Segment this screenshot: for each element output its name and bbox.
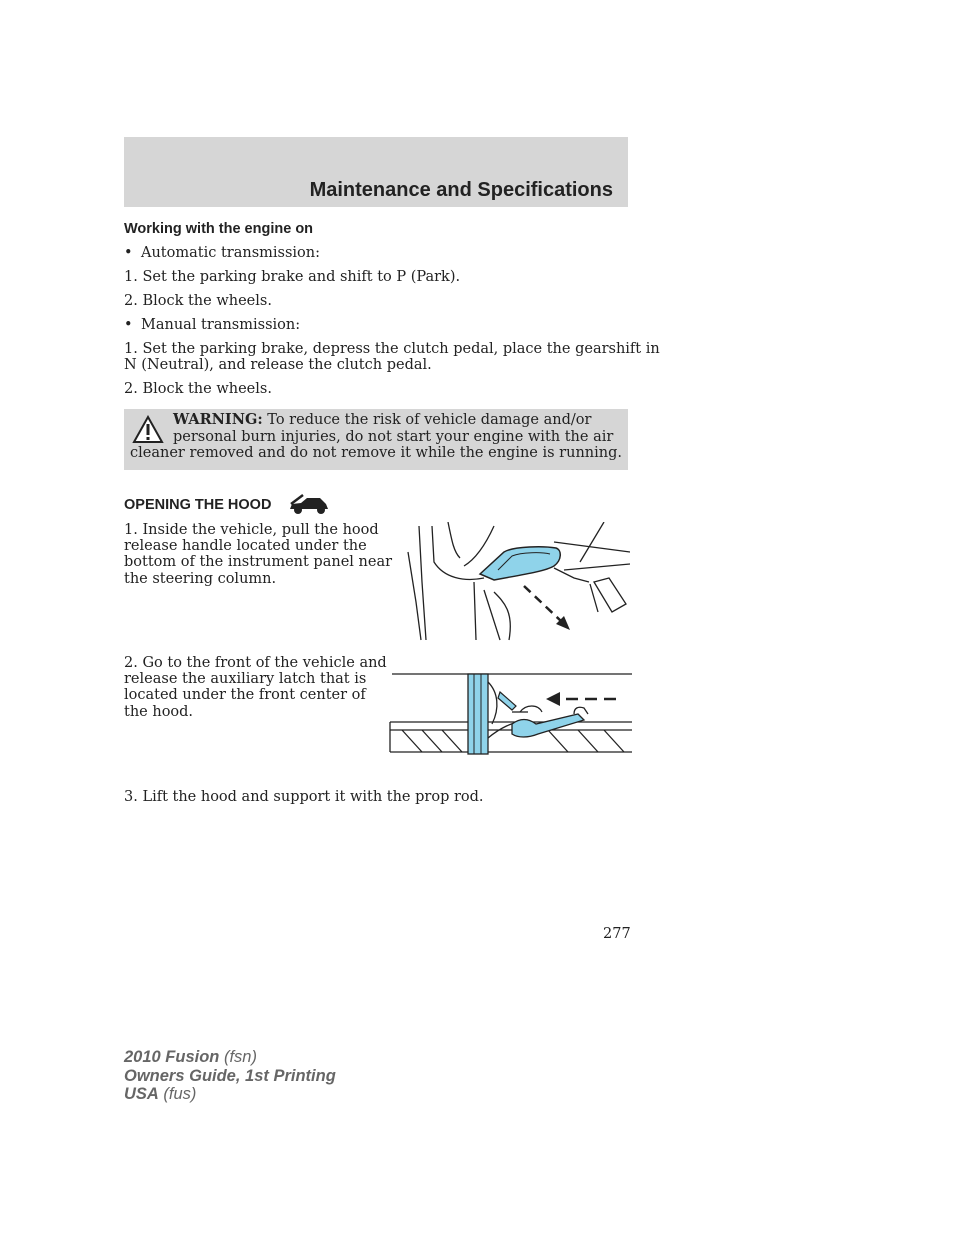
- step-1-line: the steering column.: [124, 571, 277, 587]
- list-item: N (Neutral), and release the clutch pedal.: [124, 357, 432, 373]
- warning-line-2: personal burn injuries, do not start your engine with the air: [173, 428, 614, 445]
- engine-on-heading: Working with the engine on: [124, 221, 314, 237]
- footer-market: USA: [124, 1085, 159, 1103]
- warning-line-1: To reduce the risk of vehicle damage and/or: [267, 412, 592, 428]
- footer-model-code: (fsn): [219, 1048, 257, 1066]
- step-2-line: located under the front center of: [124, 687, 366, 703]
- step-1-line: 1. Inside the vehicle, pull the hood: [124, 522, 379, 538]
- list-item: 2. Block the wheels.: [124, 381, 272, 397]
- warning-line-3: cleaner removed and do not remove it while the engine is running.: [130, 445, 622, 461]
- list-item: 1. Set the parking brake and shift to P (Park).: [124, 269, 461, 285]
- hood-release-handle-illustration: [404, 522, 630, 642]
- footer-market-code: (fus): [158, 1085, 197, 1103]
- step-2-line: release the auxiliary latch that is: [124, 671, 367, 687]
- warning-text: [130, 412, 622, 462]
- list-item: 2. Block the wheels.: [124, 293, 272, 309]
- page-number: 277: [603, 926, 631, 942]
- footer-model: 2010 Fusion: [124, 1048, 220, 1066]
- opening-hood-heading: OPENING THE HOOD: [124, 497, 272, 513]
- step-2-line: 2. Go to the front of the vehicle and: [124, 655, 387, 671]
- section-header-band: [124, 137, 628, 207]
- step-2-line: the hood.: [124, 704, 194, 720]
- list-item: 1. Set the parking brake, depress the clutch pedal, place the gearshift in: [124, 341, 660, 357]
- list-item: • Automatic transmission:: [124, 245, 320, 262]
- step-1-line: release handle located under the: [124, 538, 367, 554]
- step-1-line: bottom of the instrument panel near: [124, 554, 393, 570]
- auxiliary-latch-illustration: [388, 668, 632, 760]
- warning-box: [124, 409, 628, 470]
- car-hood-icon: [287, 494, 331, 516]
- section-title: Maintenance and Specifications: [309, 179, 613, 201]
- warning-label: WARNING:: [173, 411, 263, 428]
- list-item: • Manual transmission:: [124, 317, 300, 334]
- footer: [124, 1048, 336, 1104]
- footer-guide: Owners Guide, 1st Printing: [124, 1066, 336, 1085]
- step-3-line: 3. Lift the hood and support it with the prop rod.: [124, 789, 484, 805]
